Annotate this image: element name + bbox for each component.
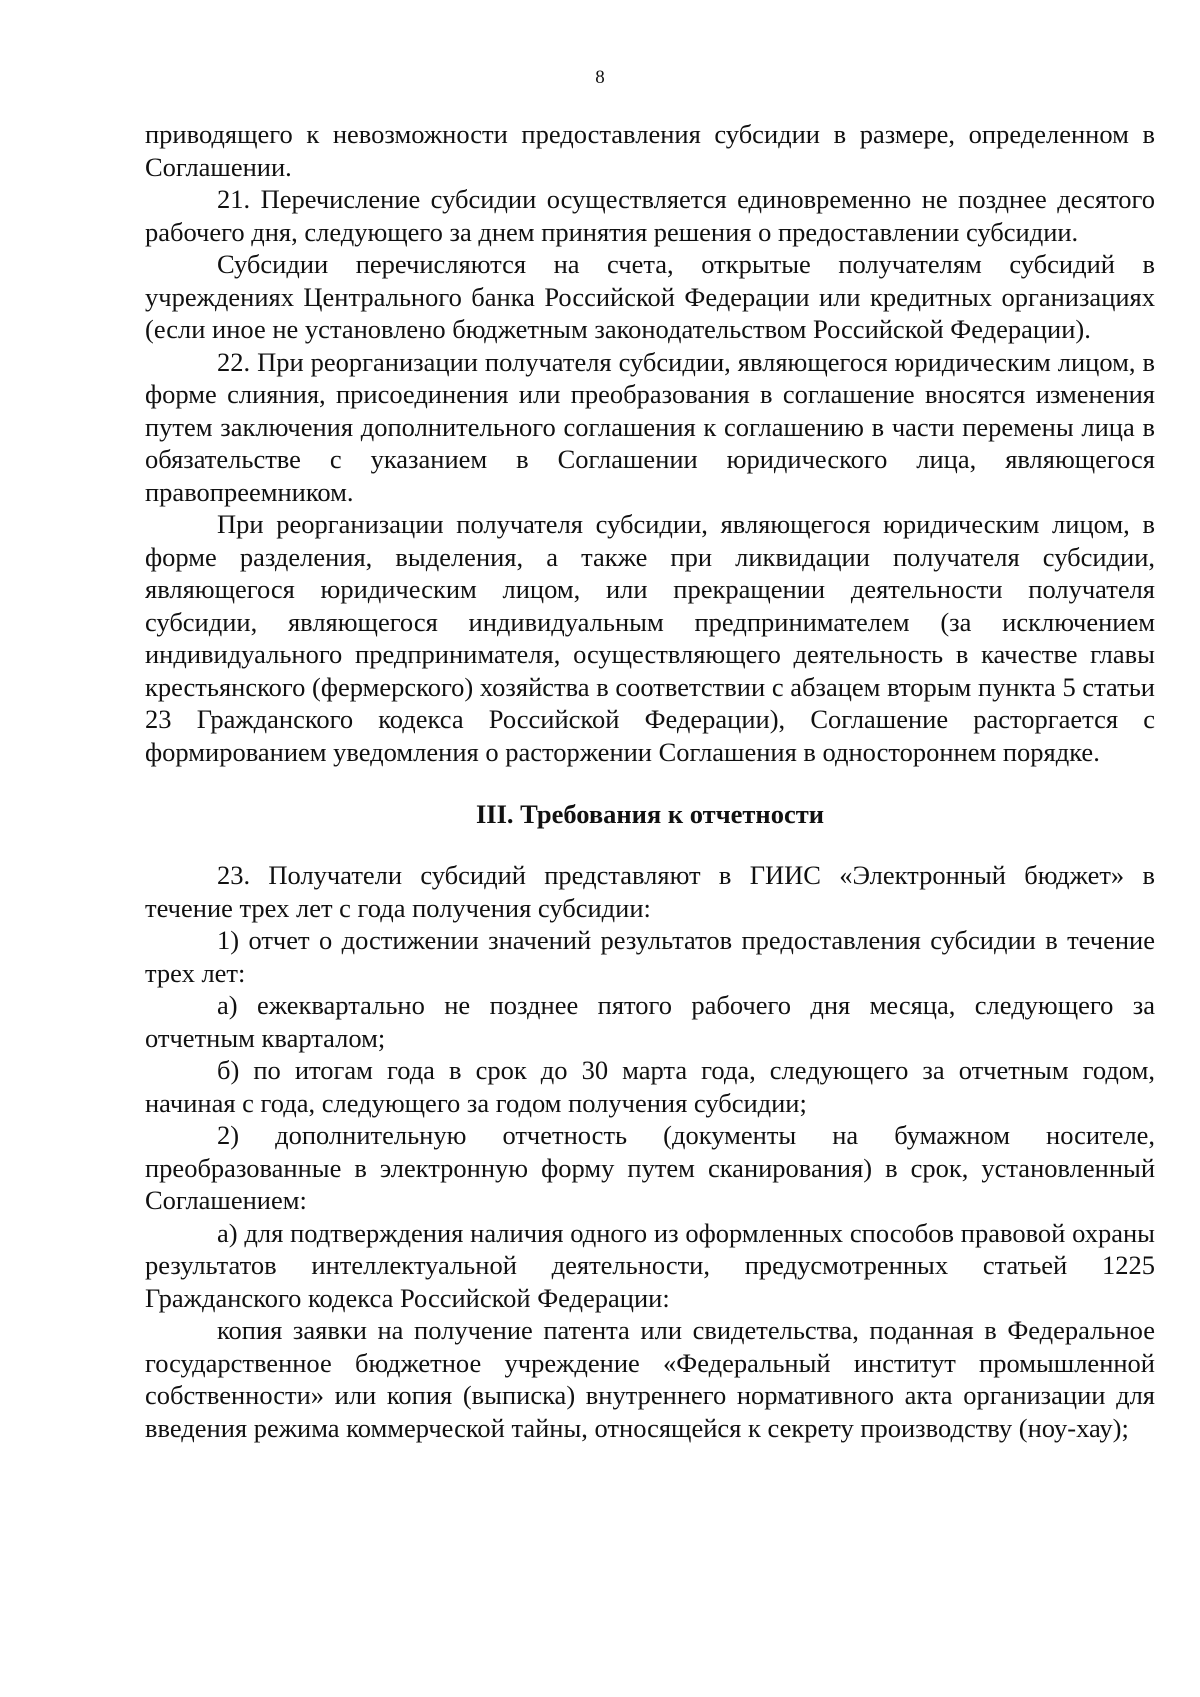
paragraph-21: 21. Перечисление субсидии осуществляется единовременно не позднее десятого рабочего дня, следующего за днем принятия решения о предоставлении субсидии.	[145, 184, 1155, 247]
section-heading: III. Требования к отчетности	[475, 799, 824, 829]
paragraph-21-transfer-accounts: Субсидии перечисляются на счета, открытые получателям субсидий в учреждениях Центрального банка Российской Федерации или кредитных организациях (если иное не установлено бюджетным законодательством Российской Федерации).	[145, 249, 1155, 344]
paragraph-continuation: приводящего к невозможности предоставления субсидии в размере, определенном в Соглашении.	[145, 119, 1155, 182]
paragraph-22: 22. При реорганизации получателя субсидии, являющегося юридическим лицом, в форме слияния, присоединения или преобразования в соглашение вносятся изменения путем заключения дополнительного соглашения к соглашению в части перемены лица в обязательстве с указанием в Соглашении юридического лица, являющегося правопреемником.	[145, 346, 1155, 507]
list-item-1a: а) ежеквартально не позднее пятого рабочего дня месяца, следующего за отчетным кварталом;	[145, 990, 1155, 1053]
list-item-2a: а) для подтверждения наличия одного из оформленных способов правовой охраны результатов интеллектуальной деятельности, предусмотренных статьей 1225 Гражданского кодекса Российской Федерации:	[145, 1217, 1155, 1313]
list-item-1b: б) по итогам года в срок до 30 марта года, следующего за отчетным годом, начиная с года, следующего за годом получения субсидии;	[145, 1055, 1155, 1118]
paragraph-22-termination: При реорганизации получателя субсидии, являющегося юридическим лицом, в форме разделения, выделения, а также при ликвидации получателя субсидии, являющегося юридическим лицом, или прекращении деятельности получателя субсидии, являющегося индивидуальным предпринимателем (за исключением индивидуального предпринимателя, осуществляющего деятельность в качестве главы крестьянского (фермерского) хозяйства в соответствии с абзацем вторым пункта 5 статьи 23 Гражданского кодекса Российской Федерации), Соглашение расторгается с формированием уведомления о расторжении Соглашения в одностороннем порядке.	[145, 509, 1155, 767]
list-item-2a-copy: копия заявки на получение патента или свидетельства, поданная в Федеральное государственное бюджетное учреждение «Федеральный институт промышленной собственности» или копия (выписка) внутреннего нормативного акта организации для введения режима коммерческой тайны, относящейся к секрету производству (ноу-хау);	[145, 1315, 1155, 1443]
document-body	[145, 118, 1155, 1444]
paragraph-23: 23. Получатели субсидий представляют в ГИИС «Электронный бюджет» в течение трех лет с года получения субсидии:	[145, 860, 1155, 923]
page-number: 8	[595, 67, 605, 88]
list-item-2: 2) дополнительную отчетность (документы на бумажном носителе, преобразованные в электронную форму путем сканирования) в срок, установленный Соглашением:	[145, 1120, 1155, 1215]
list-item-1: 1) отчет о достижении значений результатов предоставления субсидии в течение трех лет:	[145, 925, 1155, 988]
